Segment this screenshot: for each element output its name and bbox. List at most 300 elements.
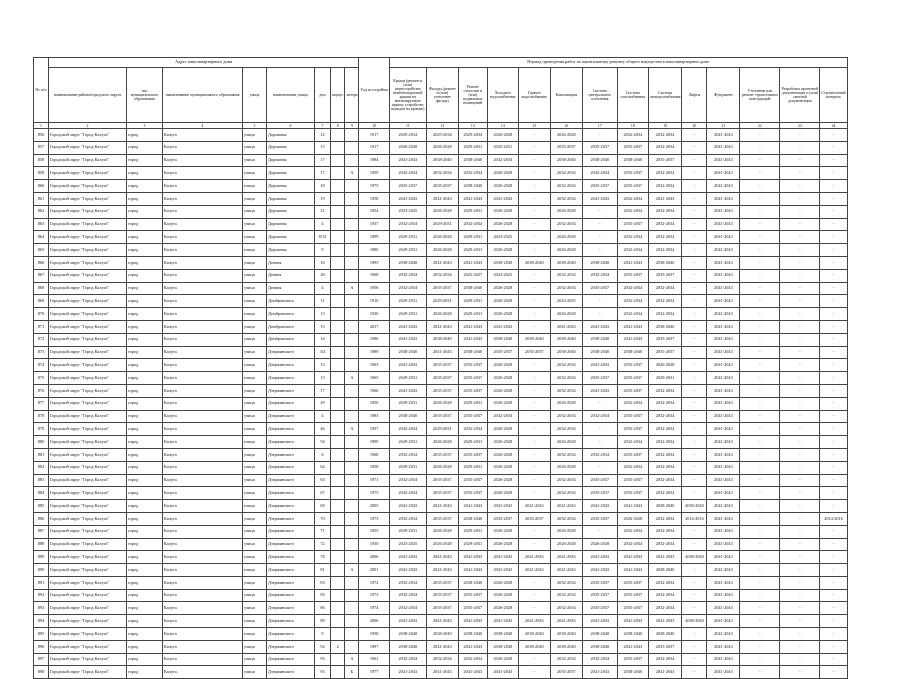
- cell-hot: 2041-2043: [518, 615, 550, 628]
- address-group-header: Адрес многоквартирного дома: [49, 58, 359, 68]
- cell-house: 13: [315, 359, 331, 372]
- cell-ctrl: -: [820, 359, 847, 372]
- cell-district: Городской округ "Город Калуга": [49, 628, 127, 641]
- cell-lift: 2014-2016: [682, 512, 707, 525]
- cell-heat: 2041-2043: [582, 551, 617, 564]
- cell-basement: 2038-2040: [458, 628, 487, 641]
- cell-year: 1997: [359, 640, 389, 653]
- column-header: корпус: [331, 68, 345, 123]
- cell-st: улица: [243, 615, 267, 628]
- cell-ctrl: -: [820, 666, 847, 679]
- cell-korp: [331, 167, 345, 180]
- cell-facade: 2026-2028: [426, 205, 458, 218]
- cell-street: Дзержинского: [267, 423, 315, 436]
- cell-year: 1937: [359, 218, 389, 231]
- cell-mo: Калуга: [163, 244, 243, 257]
- cell-street: Дорожная: [267, 231, 315, 244]
- cell-roof: 2041-2043: [389, 564, 426, 577]
- cell-basement: 2025-2027: [458, 269, 487, 282]
- cell-lit: [345, 205, 359, 218]
- cell-heat: 2035-2037: [582, 487, 617, 500]
- cell-house: 9: [315, 628, 331, 641]
- column-header: Фасады (ремонт и (или) утепление фасада): [426, 68, 458, 123]
- cell-lit: [345, 538, 359, 551]
- cell-gas: 2041-2043: [617, 256, 648, 269]
- table-row: [34, 500, 848, 513]
- cell-house: 54: [315, 436, 331, 449]
- cell-heat: 2035-2037: [582, 589, 617, 602]
- cell-gas: 2035-2037: [617, 576, 648, 589]
- cell-design: -: [780, 576, 820, 589]
- cell-district: Городской округ "Город Калуга": [49, 653, 127, 666]
- cell-korp: [331, 346, 345, 359]
- cell-house: 17: [315, 384, 331, 397]
- cell-insul: -: [740, 576, 780, 589]
- cell-year: 1930: [359, 538, 389, 551]
- cell-house: 69: [315, 500, 331, 513]
- cell-fund: 2041-2043: [707, 295, 740, 308]
- cell-basement: 2032-2034: [458, 167, 487, 180]
- cell-korp: [331, 423, 345, 436]
- cell-heat: 2032-2034: [582, 653, 617, 666]
- cell-year: 1958: [359, 192, 389, 205]
- cell-basement: 2032-2034: [458, 218, 487, 231]
- cell-mo: Калуга: [163, 256, 243, 269]
- cell-year: 1955: [359, 525, 389, 538]
- column-number: 24: [820, 123, 847, 129]
- cell-ctrl: -: [820, 525, 847, 538]
- cell-lift: -: [682, 129, 707, 142]
- cell-cold: 2026-2028: [487, 372, 518, 385]
- cell-heat: 2038-2040: [582, 154, 617, 167]
- cell-insul: -: [740, 192, 780, 205]
- cell-house: 6: [315, 448, 331, 461]
- table-row: [34, 564, 848, 577]
- cell-type: город: [127, 397, 163, 410]
- cell-lit: [345, 448, 359, 461]
- cell-lit: [345, 308, 359, 321]
- cell-year: 1958: [359, 628, 389, 641]
- column-number: 17: [582, 123, 617, 129]
- cell-hot: -: [518, 218, 550, 231]
- cell-type: город: [127, 129, 163, 142]
- cell-type: город: [127, 589, 163, 602]
- cell-gas: 2035-2037: [617, 448, 648, 461]
- column-number: 9: [345, 123, 359, 129]
- cell-sewer: 2041-2043: [550, 564, 582, 577]
- cell-basement: 2035-2037: [458, 384, 487, 397]
- cell-elec: 2035-2037: [648, 640, 682, 653]
- cell-lift: -: [682, 218, 707, 231]
- cell-cold: 2026-2028: [487, 282, 518, 295]
- cell-cold: 2026-2028: [487, 205, 518, 218]
- cell-house: 93: [315, 666, 331, 679]
- cell-lift: -: [682, 372, 707, 385]
- cell-facade: 2035-2037: [426, 410, 458, 423]
- cell-design: -: [780, 500, 820, 513]
- cell-year: 1984: [359, 154, 389, 167]
- cell-roof: 2032-2034: [389, 448, 426, 461]
- cell-insul: -: [740, 512, 780, 525]
- cell-n: 878: [34, 410, 49, 423]
- cell-korp: [331, 487, 345, 500]
- cell-house: 29: [315, 397, 331, 410]
- cell-insul: -: [740, 384, 780, 397]
- cell-ctrl: -: [820, 653, 847, 666]
- table-row: [34, 666, 848, 679]
- cell-lit: [345, 244, 359, 257]
- column-header: Разработка проектной документации и (или) сметной документации: [780, 68, 820, 123]
- cell-mo: Калуга: [163, 640, 243, 653]
- table-row: [34, 372, 848, 385]
- cell-korp: [331, 551, 345, 564]
- cell-ctrl: -: [820, 167, 847, 180]
- cell-type: город: [127, 256, 163, 269]
- cell-st: улица: [243, 448, 267, 461]
- cell-lit: А: [345, 653, 359, 666]
- cell-hot: 2038-2040: [518, 640, 550, 653]
- cell-house: 3/4: [315, 346, 331, 359]
- cell-fund: 2041-2043: [707, 320, 740, 333]
- cell-n: 862: [34, 205, 49, 218]
- cell-fund: 2041-2043: [707, 282, 740, 295]
- cell-st: улица: [243, 231, 267, 244]
- cell-lift: -: [682, 666, 707, 679]
- table-row: [34, 436, 848, 449]
- cell-insul: -: [740, 666, 780, 679]
- cell-heat: 2035-2037: [582, 576, 617, 589]
- cell-lit: [345, 640, 359, 653]
- cell-cold: 2026-2028: [487, 384, 518, 397]
- cell-korp: [331, 628, 345, 641]
- cell-ctrl: -: [820, 474, 847, 487]
- column-header: Крыша (ремонт и (или) переустройство невентилируемой крыши на вентилируемую крышу, устройство выходов на кровлю): [389, 68, 426, 123]
- cell-sewer: 2032-2034: [550, 167, 582, 180]
- cell-roof: 2032-2034: [389, 218, 426, 231]
- cell-n: 861: [34, 192, 49, 205]
- cell-basement: 2038-2040: [458, 154, 487, 167]
- cell-type: город: [127, 205, 163, 218]
- table-row: [34, 397, 848, 410]
- cell-ctrl: -: [820, 141, 847, 154]
- table-row: [34, 154, 848, 167]
- cell-mo: Калуга: [163, 346, 243, 359]
- cell-type: город: [127, 372, 163, 385]
- cell-n: 896: [34, 640, 49, 653]
- cell-fund: 2041-2043: [707, 346, 740, 359]
- cell-sewer: 2032-2034: [550, 448, 582, 461]
- cell-st: улица: [243, 372, 267, 385]
- cell-hot: 2041-2043: [518, 500, 550, 513]
- cell-gas: 2035-2037: [617, 602, 648, 615]
- cell-fund: 2041-2043: [707, 397, 740, 410]
- cell-ctrl: -: [820, 346, 847, 359]
- cell-basement: 2041-2043: [458, 333, 487, 346]
- column-header-row: [34, 68, 848, 123]
- cell-ctrl: -: [820, 192, 847, 205]
- cell-gas: 2041-2043: [617, 333, 648, 346]
- cell-lift: -: [682, 538, 707, 551]
- cell-facade: 2026-2028: [426, 538, 458, 551]
- cell-facade: 2032-2034: [426, 167, 458, 180]
- column-header: Система электроснабжения: [648, 68, 682, 123]
- cell-st: улица: [243, 192, 267, 205]
- cell-street: Дорожная: [267, 192, 315, 205]
- cell-district: Городской округ "Город Калуга": [49, 448, 127, 461]
- cell-design: -: [780, 397, 820, 410]
- cell-roof: 2041-2043: [389, 320, 426, 333]
- cell-street: Домбровского: [267, 295, 315, 308]
- cell-ctrl: -: [820, 436, 847, 449]
- cell-gas: 2035-2037: [617, 410, 648, 423]
- cell-sewer: 2041-2043: [550, 615, 582, 628]
- cell-st: улица: [243, 180, 267, 193]
- cell-hot: -: [518, 538, 550, 551]
- cell-st: улица: [243, 436, 267, 449]
- cell-facade: 2041-2043: [426, 256, 458, 269]
- cell-korp: [331, 512, 345, 525]
- cell-mo: Калуга: [163, 436, 243, 449]
- cell-street: Дочная: [267, 269, 315, 282]
- table-row: [34, 410, 848, 423]
- cell-hot: 2041-2043: [518, 551, 550, 564]
- cell-type: город: [127, 180, 163, 193]
- cell-sewer: 2026-2028: [550, 205, 582, 218]
- cell-lit: [345, 487, 359, 500]
- column-header: Утепление или ремонт строительных конструкций: [740, 68, 780, 123]
- cell-gas: 2035-2037: [617, 167, 648, 180]
- cell-sewer: 2026-2028: [550, 308, 582, 321]
- table-row: [34, 269, 848, 282]
- cell-cold: 2038-2040: [487, 333, 518, 346]
- cell-korp: [331, 461, 345, 474]
- cell-lift: -: [682, 423, 707, 436]
- cell-roof: 2038-2040: [389, 410, 426, 423]
- cell-house: 62: [315, 461, 331, 474]
- cell-gas: 2038-2040: [617, 628, 648, 641]
- cell-design: -: [780, 410, 820, 423]
- cell-korp: [331, 525, 345, 538]
- cell-st: улица: [243, 564, 267, 577]
- cell-design: -: [780, 602, 820, 615]
- cell-cold: 2026-2028: [487, 180, 518, 193]
- cell-sewer: 2026-2028: [550, 461, 582, 474]
- cell-ctrl: -: [820, 538, 847, 551]
- cell-insul: -: [740, 244, 780, 257]
- cell-lift: -: [682, 564, 707, 577]
- cell-type: город: [127, 320, 163, 333]
- cell-facade: 2035-2037: [426, 512, 458, 525]
- cell-ctrl: -: [820, 628, 847, 641]
- cell-roof: 2029-2031: [389, 308, 426, 321]
- cell-type: город: [127, 602, 163, 615]
- cell-heat: -: [582, 244, 617, 257]
- column-number: 13: [458, 123, 487, 129]
- cell-street: Дорожная: [267, 180, 315, 193]
- cell-street: Дочная: [267, 282, 315, 295]
- cell-street: Дзержинского: [267, 372, 315, 385]
- cell-fund: 2041-2043: [707, 154, 740, 167]
- cell-elec: 2026-2028: [648, 359, 682, 372]
- cell-house: 8/13: [315, 231, 331, 244]
- cell-korp: [331, 538, 345, 551]
- cell-sewer: 2023-2025: [550, 295, 582, 308]
- cell-basement: 2035-2037: [458, 487, 487, 500]
- cell-fund: 2041-2043: [707, 372, 740, 385]
- cell-insul: -: [740, 602, 780, 615]
- cell-insul: -: [740, 461, 780, 474]
- cell-insul: -: [740, 129, 780, 142]
- cell-sewer: 2035-2037: [550, 141, 582, 154]
- cell-st: улица: [243, 244, 267, 257]
- cell-design: -: [780, 436, 820, 449]
- cell-fund: 2041-2043: [707, 653, 740, 666]
- cell-hot: -: [518, 320, 550, 333]
- column-number: 6: [267, 123, 315, 129]
- cell-district: Городской округ "Город Калуга": [49, 269, 127, 282]
- capital-repair-table: [33, 57, 848, 679]
- cell-elec: 2041-2043: [648, 192, 682, 205]
- cell-hot: 2035-2037: [518, 512, 550, 525]
- cell-cold: 2026-2028: [487, 129, 518, 142]
- cell-house: 17: [315, 167, 331, 180]
- cell-n: 876: [34, 384, 49, 397]
- cell-street: Дорожная: [267, 141, 315, 154]
- cell-facade: 2026-2028: [426, 436, 458, 449]
- cell-n: 897: [34, 653, 49, 666]
- cell-roof: 2032-2034: [389, 487, 426, 500]
- cell-korp: [331, 320, 345, 333]
- table-row: [34, 461, 848, 474]
- cell-district: Городской округ "Город Калуга": [49, 487, 127, 500]
- cell-house: 9: [315, 244, 331, 257]
- cell-gas: 2035-2037: [617, 359, 648, 372]
- cell-street: Дзержинского: [267, 666, 315, 679]
- cell-st: улица: [243, 154, 267, 167]
- cell-street: Дзержинского: [267, 564, 315, 577]
- cell-ctrl: -: [820, 397, 847, 410]
- cell-fund: 2041-2043: [707, 538, 740, 551]
- cell-basement: 2041-2043: [458, 256, 487, 269]
- cell-lift: 2038-2040: [682, 500, 707, 513]
- cell-district: Городской округ "Город Калуга": [49, 436, 127, 449]
- column-header: Канализация: [550, 68, 582, 123]
- cell-n: 880: [34, 436, 49, 449]
- cell-year: 1968: [359, 269, 389, 282]
- table-row: [34, 167, 848, 180]
- cell-hot: -: [518, 129, 550, 142]
- cell-mo: Калуга: [163, 320, 243, 333]
- cell-mo: Калуга: [163, 129, 243, 142]
- cell-insul: -: [740, 410, 780, 423]
- cell-n: 877: [34, 397, 49, 410]
- cell-cold: 2032-2034: [487, 410, 518, 423]
- works-group-header: Период проведения работ по капитальному ремонту общего имущества в многоквартирном доме: [389, 58, 847, 68]
- cell-year: 2001: [359, 564, 389, 577]
- cell-basement: 2038-2040: [458, 282, 487, 295]
- cell-street: Домбровского: [267, 333, 315, 346]
- cell-design: -: [780, 295, 820, 308]
- cell-n: 858: [34, 154, 49, 167]
- cell-insul: -: [740, 525, 780, 538]
- cell-basement: 2038-2040: [458, 576, 487, 589]
- cell-design: -: [780, 448, 820, 461]
- cell-cold: 2023-2025: [487, 269, 518, 282]
- cell-design: -: [780, 551, 820, 564]
- cell-n: 867: [34, 269, 49, 282]
- cell-heat: 2038-2040: [582, 640, 617, 653]
- cell-mo: Калуга: [163, 282, 243, 295]
- column-header: наименование муниципального образования: [163, 68, 243, 123]
- cell-st: улица: [243, 410, 267, 423]
- cell-n: 885: [34, 500, 49, 513]
- cell-fund: 2041-2043: [707, 461, 740, 474]
- cell-heat: 2035-2037: [582, 141, 617, 154]
- cell-house: 89: [315, 615, 331, 628]
- cell-fund: 2041-2043: [707, 180, 740, 193]
- cell-lift: -: [682, 436, 707, 449]
- cell-facade: 2041-2043: [426, 346, 458, 359]
- column-header: Фундамент: [707, 68, 740, 123]
- cell-fund: 2041-2043: [707, 628, 740, 641]
- cell-fund: 2041-2043: [707, 448, 740, 461]
- cell-lit: [345, 269, 359, 282]
- cell-mo: Калуга: [163, 628, 243, 641]
- column-number: 22: [740, 123, 780, 129]
- cell-heat: 2035-2037: [582, 474, 617, 487]
- cell-elec: 2032-2034: [648, 653, 682, 666]
- cell-mo: Калуга: [163, 602, 243, 615]
- cell-insul: -: [740, 397, 780, 410]
- cell-fund: 2041-2043: [707, 308, 740, 321]
- table-row: [34, 474, 848, 487]
- cell-sewer: 2038-2040: [550, 154, 582, 167]
- cell-basement: 2029-2031: [458, 231, 487, 244]
- cell-elec: 2032-2034: [648, 525, 682, 538]
- cell-basement: 2041-2043: [458, 551, 487, 564]
- cell-lift: -: [682, 231, 707, 244]
- cell-korp: [331, 180, 345, 193]
- cell-type: город: [127, 359, 163, 372]
- cell-hot: -: [518, 487, 550, 500]
- cell-basement: 2029-2031: [458, 461, 487, 474]
- cell-korp: [331, 141, 345, 154]
- cell-year: 1958: [359, 461, 389, 474]
- cell-house: 15: [315, 141, 331, 154]
- cell-basement: 2038-2040: [458, 512, 487, 525]
- cell-street: Дзержинского: [267, 346, 315, 359]
- cell-korp: [331, 333, 345, 346]
- cell-type: город: [127, 295, 163, 308]
- cell-st: улица: [243, 141, 267, 154]
- cell-lift: -: [682, 653, 707, 666]
- cell-mo: Калуга: [163, 564, 243, 577]
- cell-gas: 2035-2037: [617, 589, 648, 602]
- cell-elec: 2032-2034: [648, 282, 682, 295]
- cell-basement: 2041-2043: [458, 640, 487, 653]
- cell-heat: 2041-2043: [582, 192, 617, 205]
- cell-insul: -: [740, 500, 780, 513]
- cell-house: 70: [315, 512, 331, 525]
- cell-lit: [345, 512, 359, 525]
- cell-korp: [331, 653, 345, 666]
- cell-street: Дорожная: [267, 205, 315, 218]
- cell-mo: Калуга: [163, 372, 243, 385]
- cell-insul: -: [740, 487, 780, 500]
- cell-hot: -: [518, 295, 550, 308]
- cell-cold: 2035-2037: [487, 512, 518, 525]
- cell-design: -: [780, 231, 820, 244]
